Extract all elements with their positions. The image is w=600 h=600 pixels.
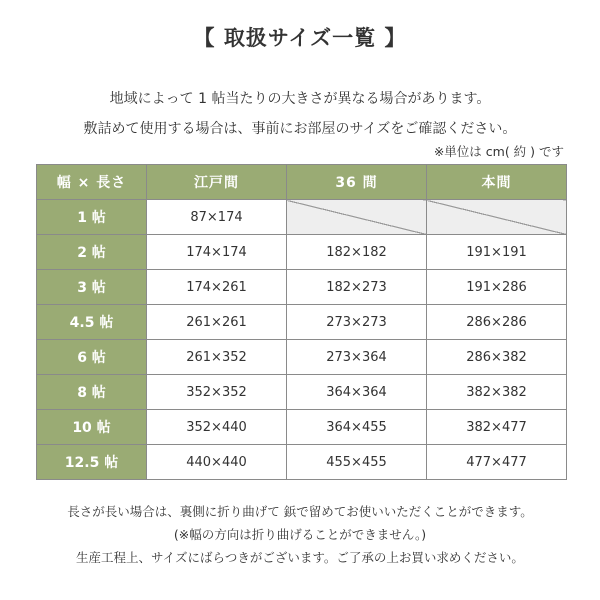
- footer-notes: [0, 500, 600, 569]
- cell-36ma: 273×273: [287, 305, 427, 340]
- cell-36ma: 364×455: [287, 410, 427, 445]
- table-row: [37, 445, 567, 480]
- unit-note: ※単位は cm( 約 ) です: [433, 144, 564, 159]
- cell-not-available: [427, 200, 567, 235]
- cell-honma: 286×382: [427, 340, 567, 375]
- cell-edoma: 352×440: [147, 410, 287, 445]
- header-honma: 本間: [427, 165, 567, 200]
- cell-edoma: 352×352: [147, 375, 287, 410]
- row-label: 4.5 帖: [37, 305, 147, 340]
- cell-edoma: 174×174: [147, 235, 287, 270]
- cell-edoma: 174×261: [147, 270, 287, 305]
- row-label: 2 帖: [37, 235, 147, 270]
- cell-honma: 477×477: [427, 445, 567, 480]
- cell-edoma: 261×261: [147, 305, 287, 340]
- cell-edoma: 440×440: [147, 445, 287, 480]
- header-edoma: 江戸間: [147, 165, 287, 200]
- cell-not-available: [287, 200, 427, 235]
- intro-text: [0, 84, 600, 144]
- page-title: 【 取扱サイズ一覧 】: [193, 26, 407, 50]
- table-header-row: [37, 165, 567, 200]
- size-table: [36, 164, 567, 480]
- intro-line-2: 敷詰めて使用する場合は、事前にお部屋のサイズをご確認ください。: [83, 121, 517, 137]
- cell-honma: 191×286: [427, 270, 567, 305]
- table-row: [37, 235, 567, 270]
- cell-36ma: 182×182: [287, 235, 427, 270]
- header-36ma: 36 間: [287, 165, 427, 200]
- table-row: [37, 305, 567, 340]
- footer-line-3: 生産工程上、サイズにばらつきがございます。ご了承の上お買い求めください。: [76, 550, 524, 565]
- table-row: [37, 270, 567, 305]
- row-label: 1 帖: [37, 200, 147, 235]
- cell-36ma: 364×364: [287, 375, 427, 410]
- footer-line-2: (※幅の方向は折り曲げることができません。): [173, 527, 427, 542]
- footer-line-1: 長さが長い場合は、裏側に折り曲げて 鋲で留めてお使いいただくことができます。: [67, 504, 533, 519]
- table-row: [37, 375, 567, 410]
- row-label: 3 帖: [37, 270, 147, 305]
- intro-line-1: 地域によって 1 帖当たりの大きさが異なる場合があります。: [109, 91, 491, 107]
- row-label: 8 帖: [37, 375, 147, 410]
- cell-36ma: 182×273: [287, 270, 427, 305]
- row-label: 12.5 帖: [37, 445, 147, 480]
- cell-edoma: 261×352: [147, 340, 287, 375]
- header-dimension: 幅 × 長さ: [37, 165, 147, 200]
- row-label: 6 帖: [37, 340, 147, 375]
- cell-36ma: 455×455: [287, 445, 427, 480]
- cell-honma: 382×382: [427, 375, 567, 410]
- row-label: 10 帖: [37, 410, 147, 445]
- table-row: [37, 340, 567, 375]
- cell-honma: 191×191: [427, 235, 567, 270]
- cell-honma: 382×477: [427, 410, 567, 445]
- cell-honma: 286×286: [427, 305, 567, 340]
- cell-36ma: 273×364: [287, 340, 427, 375]
- cell-edoma: 87×174: [147, 200, 287, 235]
- table-row: [37, 200, 567, 235]
- table-row: [37, 410, 567, 445]
